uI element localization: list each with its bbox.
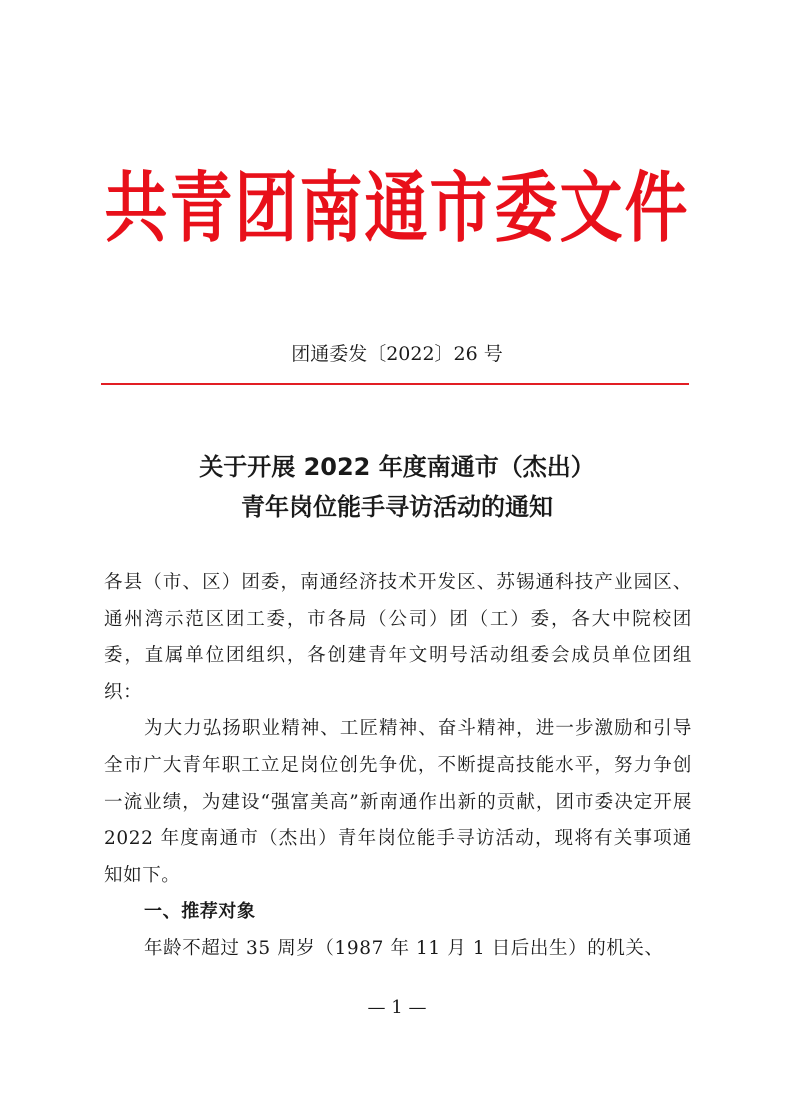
intro-paragraph: 为大力弘扬职业精神、工匠精神、奋斗精神，进一步激励和引导全市广大青年职工立足岗位创先争优，不断提高技能水平，努力争创一流业绩，为建设“强富美高”新南通作出新的贡献，团市委决定开展 2022 年度南通市（杰出）青年岗位能手寻访活动，现将有关事项通知如下。: [104, 718, 692, 886]
page-number: — 1 —: [367, 997, 427, 1018]
document-title: [100, 447, 694, 527]
addressees-paragraph: 各县（市、区）团委，南通经济技术开发区、苏锡通科技产业园区、通州湾示范区团工委，市各局（公司）团（工）委，各大中院校团委，直属单位团组织，各创建青年文明号活动组委会成员单位团组织：: [104, 572, 692, 703]
document-number: 团通委发〔2022〕26 号: [291, 343, 503, 365]
document-title-line-1: 关于开展 2022 年度南通市（杰出）: [199, 453, 595, 481]
masthead-title: 共青团南通市委文件: [104, 163, 690, 253]
red-divider-line: [101, 383, 689, 385]
document-title-line-2: 青年岗位能手寻访活动的通知: [241, 493, 553, 521]
section-heading-recommendation-targets: 一、推荐对象: [144, 901, 256, 923]
eligibility-paragraph: 年龄不超过 35 周岁（1987 年 11 月 1 日后出生）的机关、: [144, 937, 664, 959]
document-body: [104, 565, 692, 968]
